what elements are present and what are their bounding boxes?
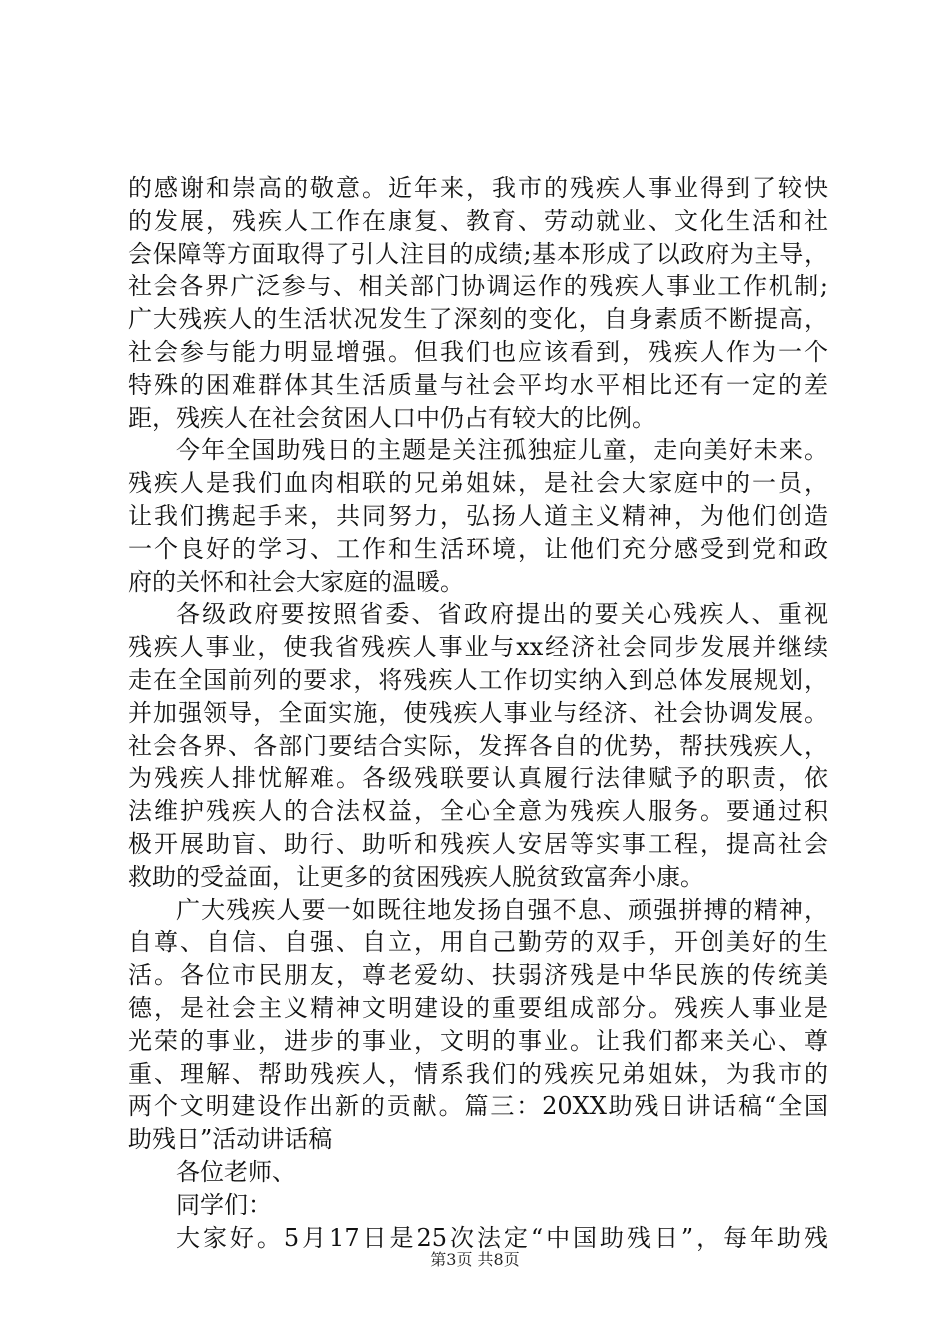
text-line: 会保障等方面取得了引人注目的成绩;基本形成了以政府为主导， [128,239,828,268]
text-line: 同学们： [176,1190,272,1219]
document-body [128,172,828,1254]
text-line: 府的关怀和社会大家庭的温暖。 [128,567,464,596]
text-line: 广大残疾人的生活状况发生了深刻的变化，自身素质不断提高， [128,305,828,334]
text-line: 重、理解、帮助残疾人，情系我们的残疾兄弟姐妹，为我市的 [128,1059,828,1088]
text-line: 并加强领导，全面实施，使残疾人事业与经济、社会协调发展。 [128,698,828,727]
text-line: 的发展，残疾人工作在康复、教育、劳动就业、文化生活和社 [128,206,828,235]
text-line: 活。各位市民朋友，尊老爱幼、扶弱济残是中华民族的传统美 [128,961,828,990]
text-line: 残疾人事业，使我省残疾人事业与xx经济社会同步发展并继续 [128,633,828,662]
text-line: 的感谢和崇高的敬意。近年来，我市的残疾人事业得到了较快 [128,174,828,202]
text-line: 救助的受益面，让更多的贫困残疾人脱贫致富奔小康。 [128,862,704,891]
text-line: 各级政府要按照省委、省政府提出的要关心残疾人、重视 [176,600,828,629]
text-line: 法维护残疾人的合法权益，全心全意为残疾人服务。要通过积 [128,797,828,826]
text-line: 走在全国前列的要求，将残疾人工作切实纳入到总体发展规划， [128,665,828,694]
text-line: 助残日”活动讲话稿 [128,1125,333,1154]
text-line: 社会参与能力明显增强。但我们也应该看到，残疾人作为一个 [128,337,828,366]
text-line: 残疾人是我们血肉相联的兄弟姐妹，是社会大家庭中的一员， [128,469,828,498]
text-line: 大家好。5月17日是25次法定“中国助残日”，每年助残 [176,1223,828,1252]
text-line: 社会各界、各部门要结合实际，发挥各自的优势，帮扶残疾人， [128,731,828,760]
text-line: 为残疾人排忧解难。各级残联要认真履行法律赋予的职责，依 [128,764,828,793]
text-line: 极开展助盲、助行、助听和残疾人安居等实事工程，提高社会 [128,829,828,858]
text-line: 两个文明建设作出新的贡献。篇三：20XX助残日讲话稿“全国 [128,1092,828,1121]
text-line: 社会各界广泛参与、相关部门协调运作的残疾人事业工作机制; [128,272,828,301]
text-line: 光荣的事业，进步的事业，文明的事业。让我们都来关心、尊 [128,1026,828,1055]
text-line: 各位老师、 [176,1157,296,1186]
text-line: 广大残疾人要一如既往地发扬自强不息、顽强拼搏的精神， [176,895,828,924]
text-line: 特殊的困难群体其生活质量与社会平均水平相比还有一定的差 [128,370,828,399]
text-line: 让我们携起手来，共同努力，弘扬人道主义精神，为他们创造 [128,501,828,530]
text-line: 一个良好的学习、工作和生活环境，让他们充分感受到党和政 [128,534,828,563]
text-line: 距，残疾人在社会贫困人口中仍占有较大的比例。 [128,403,656,432]
text-line: 德，是社会主义精神文明建设的重要组成部分。残疾人事业是 [128,993,828,1022]
page-footer: 第3页 共8页 [430,1250,520,1269]
text-line: 自尊、自信、自强、自立，用自己勤劳的双手，开创美好的生 [128,928,828,957]
text-line: 今年全国助残日的主题是关注孤独症儿童，走向美好未来。 [176,436,828,465]
